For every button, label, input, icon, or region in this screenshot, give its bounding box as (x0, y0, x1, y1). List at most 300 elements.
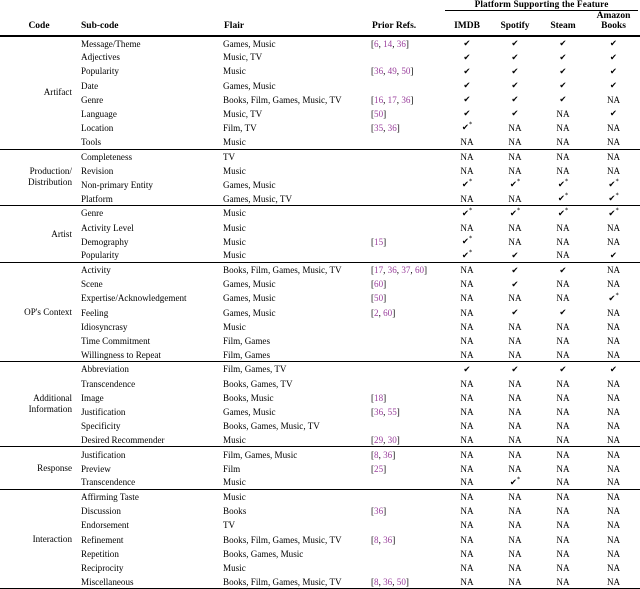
cell-flair: Film, Games, Music (221, 447, 369, 461)
na-label: NA (460, 492, 473, 502)
reference-link[interactable]: 14 (383, 39, 392, 49)
cell-steam (539, 64, 587, 78)
cell-spotify (491, 447, 539, 461)
na-label: NA (460, 293, 473, 303)
cell-steam (539, 50, 587, 64)
cell-spotify (491, 121, 539, 135)
cell-amazon-books (587, 220, 640, 234)
cell-code (0, 490, 78, 589)
reference-link[interactable]: 36 (374, 66, 383, 76)
reference-link[interactable]: 60 (383, 308, 392, 318)
na-label: NA (460, 421, 473, 431)
table-row (0, 377, 640, 391)
reference-link[interactable]: 25 (374, 464, 383, 474)
cell-prior-refs: [36] (369, 504, 443, 518)
cell-prior-refs: [6, 14, 36] (369, 36, 443, 50)
cell-prior-refs: [8, 36] (369, 447, 443, 461)
na-label: NA (508, 492, 521, 502)
cell-subcode: Affirming Taste (78, 490, 221, 504)
na-label: NA (508, 379, 521, 389)
na-label: NA (508, 237, 521, 247)
check-icon: ✔ (510, 478, 517, 488)
na-label: NA (508, 336, 521, 346)
na-label: NA (607, 265, 620, 275)
code-label-line: Production/ (30, 166, 72, 176)
cell-imdb (443, 178, 491, 192)
reference-link[interactable]: 50 (397, 577, 406, 587)
reference-link[interactable]: 55 (388, 407, 397, 417)
table-row (0, 547, 640, 561)
cell-flair: Music (221, 561, 369, 575)
reference-link[interactable]: 36 (388, 265, 397, 275)
cell-imdb (443, 462, 491, 476)
reference-link[interactable]: 16 (374, 95, 383, 105)
table-row (0, 36, 640, 50)
cell-flair: TV (221, 518, 369, 532)
cell-steam (539, 93, 587, 107)
table-row (0, 135, 640, 149)
cell-flair: Books, Film, Games, Music, TV (221, 575, 369, 589)
cell-spotify (491, 135, 539, 149)
cell-steam (539, 277, 587, 291)
na-label: NA (556, 237, 569, 247)
column-header-row (0, 11, 640, 35)
cell-amazon-books (587, 462, 640, 476)
na-label: NA (508, 322, 521, 332)
reference-link[interactable]: 49 (388, 66, 397, 76)
reference-link[interactable]: 15 (374, 237, 383, 247)
reference-link[interactable]: 37 (401, 265, 410, 275)
cell-spotify (491, 476, 539, 490)
cell-imdb (443, 533, 491, 547)
cell-flair: TV (221, 150, 369, 164)
cell-subcode: Genre (78, 206, 221, 220)
na-label: NA (607, 379, 620, 389)
na-label: NA (460, 152, 473, 162)
na-label: NA (460, 322, 473, 332)
column-header-subcode: Sub-code (78, 11, 221, 35)
na-label: NA (607, 492, 620, 502)
na-label: NA (460, 464, 473, 474)
na-label: NA (556, 336, 569, 346)
cell-code (0, 206, 78, 262)
reference-link[interactable]: 36 (374, 407, 383, 417)
cell-steam (539, 306, 587, 320)
cell-spotify (491, 235, 539, 249)
cell-prior-refs (369, 334, 443, 348)
na-label: NA (607, 520, 620, 530)
cell-imdb (443, 377, 491, 391)
check-icon: ✔ (463, 39, 470, 49)
table-row (0, 504, 640, 518)
reference-link[interactable]: 17 (374, 265, 383, 275)
check-icon: ✔ (511, 266, 518, 276)
cell-flair: Music, TV (221, 50, 369, 64)
cell-spotify (491, 334, 539, 348)
cell-subcode: Transcendence (78, 377, 221, 391)
check-icon: ✔ (511, 53, 518, 63)
na-label: NA (556, 223, 569, 233)
cell-prior-refs (369, 150, 443, 164)
na-label: NA (508, 194, 521, 204)
reference-link[interactable]: 60 (415, 265, 424, 275)
cell-spotify (491, 518, 539, 532)
check-icon: ✔ (463, 365, 470, 375)
group-header-platform: Platform Supporting the Feature (443, 0, 640, 10)
cell-flair: Music (221, 490, 369, 504)
na-label: NA (556, 123, 569, 133)
check-icon: ✔ (463, 81, 470, 91)
na-label: NA (508, 535, 521, 545)
asterisk-marker: * (565, 178, 568, 185)
cell-imdb (443, 206, 491, 220)
cell-subcode: Activity Level (78, 220, 221, 234)
reference-link[interactable]: 30 (388, 435, 397, 445)
cell-spotify (491, 263, 539, 277)
na-label: NA (607, 477, 620, 487)
reference-link[interactable]: 60 (374, 279, 383, 289)
na-label: NA (508, 563, 521, 573)
check-icon: ✔ (608, 294, 615, 304)
cell-spotify (491, 164, 539, 178)
cell-flair: Books (221, 504, 369, 518)
cell-code (0, 447, 78, 489)
na-label: NA (460, 379, 473, 389)
cell-amazon-books (587, 164, 640, 178)
check-icon: ✔ (511, 280, 518, 290)
na-label: NA (607, 137, 620, 147)
table-row (0, 150, 640, 164)
cell-steam (539, 235, 587, 249)
reference-link[interactable]: 36 (397, 39, 406, 49)
na-label: NA (460, 265, 473, 275)
reference-link[interactable]: 50 (401, 66, 410, 76)
na-label: NA (460, 137, 473, 147)
check-icon: ✔ (558, 209, 565, 219)
na-label: NA (508, 549, 521, 559)
cell-subcode: Image (78, 391, 221, 405)
cell-amazon-books (587, 135, 640, 149)
check-icon: ✔ (610, 39, 617, 49)
cell-prior-refs (369, 135, 443, 149)
check-icon: ✔ (511, 308, 518, 318)
na-label: NA (460, 407, 473, 417)
na-label: NA (556, 166, 569, 176)
table-row (0, 50, 640, 64)
na-label: NA (556, 563, 569, 573)
cell-prior-refs: [50] (369, 107, 443, 121)
cell-imdb (443, 476, 491, 490)
asterisk-marker: * (517, 178, 520, 185)
cell-imdb (443, 235, 491, 249)
check-icon: ✔ (511, 39, 518, 49)
reference-link[interactable]: 8 (374, 450, 379, 460)
na-label: NA (460, 350, 473, 360)
reference-link[interactable]: 36 (383, 535, 392, 545)
na-label: NA (607, 577, 620, 587)
check-icon: ✔ (510, 180, 517, 190)
na-label: NA (607, 279, 620, 289)
cell-amazon-books (587, 192, 640, 206)
cell-subcode: Specificity (78, 419, 221, 433)
cell-subcode: Discussion (78, 504, 221, 518)
check-icon: ✔ (559, 81, 566, 91)
na-label: NA (607, 223, 620, 233)
cell-imdb (443, 306, 491, 320)
cell-spotify (491, 320, 539, 334)
table-row (0, 107, 640, 121)
check-icon: ✔ (559, 266, 566, 276)
cell-spotify (491, 93, 539, 107)
na-label: NA (460, 577, 473, 587)
na-label: NA (460, 194, 473, 204)
cell-steam (539, 249, 587, 263)
cell-flair: Music (221, 476, 369, 490)
cell-flair: Music (221, 220, 369, 234)
table-row (0, 405, 640, 419)
cell-prior-refs (369, 249, 443, 263)
reference-link[interactable]: 35 (374, 123, 383, 133)
na-label: NA (607, 95, 620, 105)
cell-amazon-books (587, 561, 640, 575)
na-label: NA (460, 223, 473, 233)
na-label: NA (460, 506, 473, 516)
table-row (0, 291, 640, 305)
na-label: NA (607, 549, 620, 559)
cell-amazon-books (587, 447, 640, 461)
na-label: NA (460, 549, 473, 559)
cell-prior-refs: [16, 17, 36] (369, 93, 443, 107)
check-icon: ✔ (463, 67, 470, 77)
cell-spotify (491, 192, 539, 206)
cell-subcode: Revision (78, 164, 221, 178)
table-row (0, 433, 640, 447)
cell-steam (539, 391, 587, 405)
code-label-line: Interaction (33, 534, 72, 544)
table-row (0, 220, 640, 234)
reference-link[interactable]: 17 (388, 95, 397, 105)
reference-link[interactable]: 36 (374, 506, 383, 516)
cell-imdb (443, 419, 491, 433)
cell-flair: Music (221, 64, 369, 78)
table-body (0, 35, 640, 589)
cell-prior-refs (369, 419, 443, 433)
cell-subcode: Expertise/Acknowledgement (78, 291, 221, 305)
cell-subcode: Endorsement (78, 518, 221, 532)
cell-steam (539, 377, 587, 391)
reference-link[interactable]: 2 (374, 308, 379, 318)
cell-prior-refs: [15] (369, 235, 443, 249)
check-icon: ✔ (510, 209, 517, 219)
check-icon: ✔ (608, 180, 615, 190)
cell-subcode: Tools (78, 135, 221, 149)
na-label: NA (607, 464, 620, 474)
cell-steam (539, 547, 587, 561)
cell-amazon-books (587, 121, 640, 135)
na-label: NA (460, 477, 473, 487)
na-label: NA (556, 450, 569, 460)
cell-prior-refs: [25] (369, 462, 443, 476)
cell-flair: Books, Film, Games, Music, TV (221, 263, 369, 277)
cell-amazon-books (587, 391, 640, 405)
cell-flair: Books, Music (221, 391, 369, 405)
cell-prior-refs: [60] (369, 277, 443, 291)
na-label: NA (607, 322, 620, 332)
cell-amazon-books (587, 64, 640, 78)
cell-spotify (491, 419, 539, 433)
cell-prior-refs: [35, 36] (369, 121, 443, 135)
cell-imdb (443, 291, 491, 305)
cell-imdb (443, 79, 491, 93)
check-icon: ✔ (559, 308, 566, 318)
cell-prior-refs (369, 220, 443, 234)
cell-code (0, 150, 78, 206)
cell-amazon-books (587, 334, 640, 348)
cell-prior-refs (369, 518, 443, 532)
cell-flair: Music (221, 206, 369, 220)
table-row (0, 419, 640, 433)
cell-prior-refs (369, 561, 443, 575)
cell-amazon-books (587, 476, 640, 490)
cell-subcode: Completeness (78, 150, 221, 164)
reference-link[interactable]: 29 (374, 435, 383, 445)
cell-steam (539, 362, 587, 376)
cell-imdb (443, 107, 491, 121)
na-label: NA (556, 492, 569, 502)
cell-flair: Games, Music (221, 36, 369, 50)
reference-link[interactable]: 8 (374, 577, 379, 587)
cell-subcode: Preview (78, 462, 221, 476)
na-label: NA (460, 393, 473, 403)
cell-amazon-books (587, 50, 640, 64)
table-row (0, 490, 640, 504)
table-header (0, 0, 640, 35)
cell-imdb (443, 362, 491, 376)
na-label: NA (460, 535, 473, 545)
cell-flair: Music (221, 433, 369, 447)
cell-subcode: Refinement (78, 533, 221, 547)
check-icon: ✔ (610, 365, 617, 375)
cell-spotify (491, 249, 539, 263)
check-icon: ✔ (511, 251, 518, 261)
na-label: NA (607, 123, 620, 133)
check-icon: ✔ (559, 53, 566, 63)
table-row (0, 391, 640, 405)
na-label: NA (556, 379, 569, 389)
cell-steam (539, 291, 587, 305)
reference-link[interactable]: 18 (374, 393, 383, 403)
table-row (0, 476, 640, 490)
na-label: NA (607, 450, 620, 460)
reference-link[interactable]: 6 (374, 39, 379, 49)
reference-link[interactable]: 36 (388, 123, 397, 133)
cell-flair: Books, Games, Music, TV (221, 419, 369, 433)
cell-subcode: Language (78, 107, 221, 121)
cell-amazon-books (587, 249, 640, 263)
na-label: NA (508, 166, 521, 176)
cell-subcode: Popularity (78, 64, 221, 78)
reference-link[interactable]: 36 (383, 450, 392, 460)
cell-imdb (443, 490, 491, 504)
cell-flair: Games, Music (221, 178, 369, 192)
code-label-line: Information (29, 404, 72, 414)
cell-imdb (443, 391, 491, 405)
na-label: NA (556, 464, 569, 474)
column-header-steam: Steam (539, 11, 587, 35)
column-header-amazon-line2: Books (601, 21, 626, 31)
cell-imdb (443, 50, 491, 64)
cell-imdb (443, 320, 491, 334)
cell-imdb (443, 447, 491, 461)
asterisk-marker: * (517, 476, 520, 483)
table-row (0, 462, 640, 476)
reference-link[interactable]: 50 (374, 109, 383, 119)
cell-imdb (443, 263, 491, 277)
cell-steam (539, 79, 587, 93)
cell-subcode: Transcendence (78, 476, 221, 490)
cell-prior-refs: [36, 55] (369, 405, 443, 419)
check-icon: ✔ (463, 109, 470, 119)
na-label: NA (460, 520, 473, 530)
cell-amazon-books (587, 263, 640, 277)
cell-subcode: Popularity (78, 249, 221, 263)
cell-steam (539, 164, 587, 178)
column-header-prior-refs: Prior Refs. (369, 11, 443, 35)
reference-link[interactable]: 8 (374, 535, 379, 545)
cell-imdb (443, 277, 491, 291)
cell-flair: Music (221, 135, 369, 149)
na-label: NA (607, 506, 620, 516)
na-label: NA (508, 223, 521, 233)
reference-link[interactable]: 36 (383, 577, 392, 587)
table-row (0, 164, 640, 178)
cell-prior-refs: [17, 36, 37, 60] (369, 263, 443, 277)
cell-steam (539, 405, 587, 419)
check-icon: ✔ (511, 109, 518, 119)
asterisk-marker: * (517, 207, 520, 214)
cell-spotify (491, 150, 539, 164)
code-label-line: OP's Context (24, 307, 72, 317)
check-icon: ✔ (462, 209, 469, 219)
na-label: NA (556, 549, 569, 559)
reference-link[interactable]: 36 (401, 95, 410, 105)
table-row (0, 64, 640, 78)
cell-flair: Film, Games (221, 348, 369, 362)
na-label: NA (556, 393, 569, 403)
table-row (0, 320, 640, 334)
na-label: NA (607, 407, 620, 417)
cell-spotify (491, 490, 539, 504)
cell-steam (539, 533, 587, 547)
cell-spotify (491, 462, 539, 476)
na-label: NA (508, 350, 521, 360)
cell-flair: Games, Music (221, 291, 369, 305)
cell-amazon-books (587, 405, 640, 419)
cell-spotify (491, 433, 539, 447)
reference-link[interactable]: 50 (374, 293, 383, 303)
cell-flair: Books, Film, Games, Music, TV (221, 93, 369, 107)
column-header-code: Code (0, 11, 78, 35)
cell-spotify (491, 64, 539, 78)
cell-prior-refs: [8, 36, 50] (369, 575, 443, 589)
na-label: NA (508, 421, 521, 431)
cell-subcode: Time Commitment (78, 334, 221, 348)
check-icon: ✔ (559, 39, 566, 49)
table-row (0, 79, 640, 93)
cell-prior-refs: [18] (369, 391, 443, 405)
cell-flair: Music (221, 249, 369, 263)
table-row (0, 334, 640, 348)
